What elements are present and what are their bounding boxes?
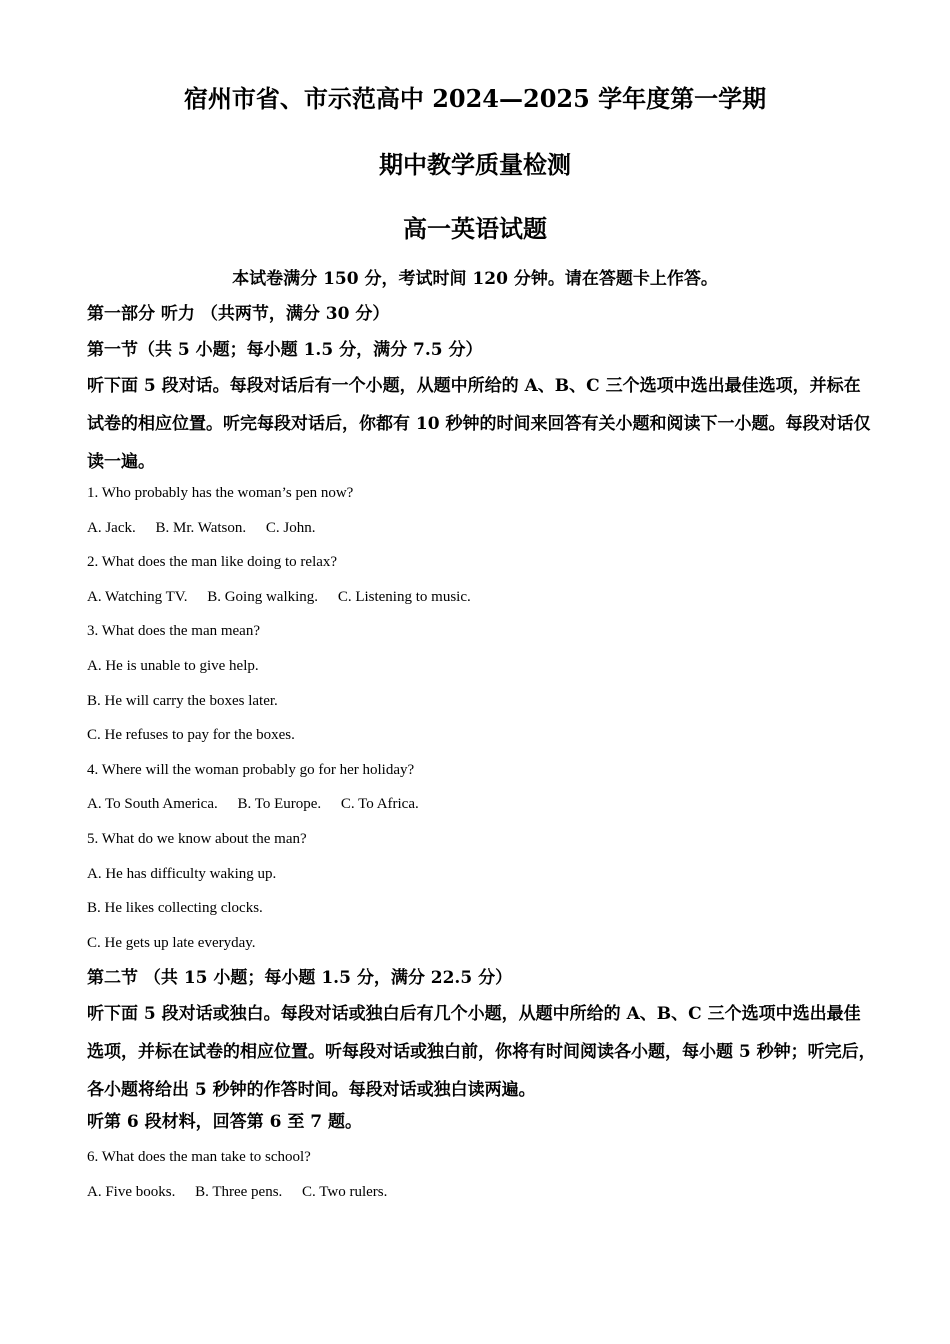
option-a: A. Jack. [87, 519, 136, 536]
section2-instruction: 听下面 5 段对话或独白。每段对话或独白后有几个小题，从题中所给的 A、B、C 三个选项中选出最佳选项，并标在试卷的相应位置。听每段对话或独白前，你将有时间阅读各小题，每小题 5 秒钟；听完后，各小题将给出 5 秒钟的作答时间。每段对话或独白读两遍。 [87, 1004, 876, 1101]
option-b: B. He likes collecting clocks. [87, 900, 263, 917]
option-a: A. Five books. [87, 1183, 176, 1200]
option-c: C. Two rulers. [302, 1183, 388, 1200]
exam-title-line1: 宿州市省、市示范高中 2024—2025 学年度第一学期 [183, 84, 767, 113]
option-c: C. He gets up late everyday. [87, 934, 256, 951]
question-stem: 4. Where will the woman probably go for her holiday? [87, 761, 415, 778]
option-c: C. He refuses to pay for the boxes. [87, 727, 295, 744]
option-b: B. Going walking. [207, 588, 319, 605]
question-stem: 1. Who probably has the woman’s pen now? [87, 485, 354, 501]
question-stem: 5. What do we know about the man? [87, 830, 307, 847]
section2-heading: 第二节 （共 15 小题；每小题 1.5 分，满分 22.5 分） [87, 968, 513, 989]
question-stem: 2. What does the man like doing to relax? [87, 554, 338, 571]
option-b: B. Three pens. [195, 1183, 283, 1200]
option-b: B. Mr. Watson. [155, 519, 247, 536]
exam-title-line2: 期中教学质量检测 [379, 150, 571, 179]
option-a: A. To South America. [87, 796, 218, 813]
exam-subtitle: 本试卷满分 150 分，考试时间 120 分钟。请在答题卡上作答。 [232, 269, 718, 289]
part1-heading: 第一部分 听力 （共两节，满分 30 分） [87, 304, 390, 324]
exam-body [87, 303, 877, 1217]
option-c: C. John. [265, 519, 316, 536]
section1-instruction: 听下面 5 段对话。每段对话后有一个小题，从题中所给的 A、B、C 三个选项中选出最佳选项，并标在试卷的相应位置。听完每段对话后，你都有 10 秒钟的时间来回答有关小题和阅读下一小题。每段对话仅读一遍。 [87, 376, 871, 472]
option-c: C. To Africa. [340, 796, 419, 813]
material-note: 听第 6 段材料，回答第 6 至 7 题。 [87, 1112, 362, 1133]
option-b: B. He will carry the boxes later. [87, 692, 278, 709]
exam-title-line3: 高一英语试题 [403, 214, 547, 243]
question-options-row [87, 794, 877, 829]
question-options-row [87, 587, 877, 622]
question-stem: 3. What does the man mean? [87, 623, 260, 640]
question-stem: 6. What does the man take to school? [87, 1149, 311, 1166]
option-a: A. He has difficulty waking up. [87, 865, 277, 882]
question-options-row [87, 1182, 877, 1217]
question-options-row [87, 518, 877, 553]
option-a: A. Watching TV. [87, 588, 188, 605]
option-c: C. Listening to music. [337, 588, 471, 605]
option-a: A. He is unable to give help. [87, 657, 259, 674]
option-b: B. To Europe. [237, 796, 322, 813]
section1-heading: 第一节（共 5 小题；每小题 1.5 分，满分 7.5 分） [87, 340, 483, 360]
